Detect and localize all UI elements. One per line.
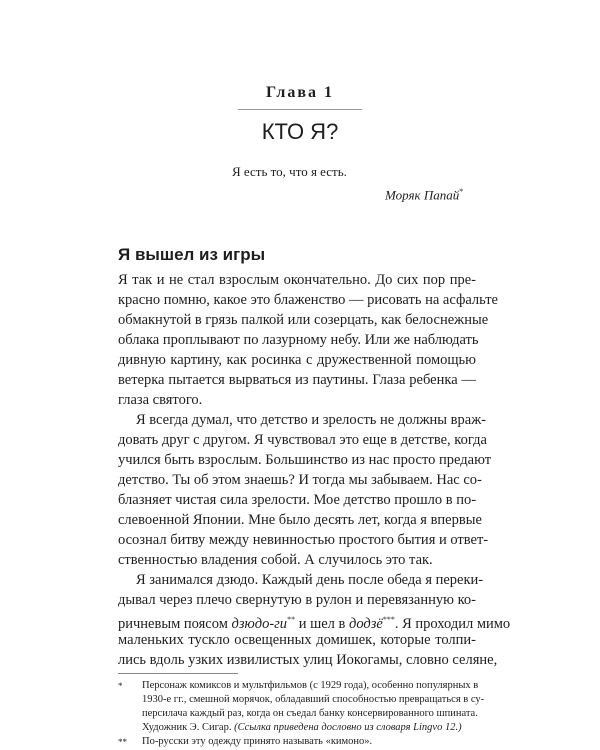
footnote-line: По-русски эту одежду принято называть «кимоно». [142, 736, 373, 747]
body-line: осознал битву между невинностью простого бытия и ответ- [118, 532, 489, 548]
footnote-marker: ** [118, 737, 127, 747]
footnote-ref: * [459, 187, 464, 196]
body-line: детство. Ты об этом знаешь? И тогда мы забываем. Нас со- [118, 472, 482, 488]
body-line-with-refs [118, 610, 511, 632]
body-line: маленьких тускло освещенных домишек, которые толпи- [118, 632, 476, 648]
body-line: Я так и не стал взрослым окончательно. До сих пор пре- [118, 272, 476, 288]
body-line: обмакнутой в грязь палкой или созерцать, как белоснежные [118, 312, 489, 328]
footnote-ref: ** [287, 615, 296, 624]
term-dojo: додзё [349, 615, 383, 632]
text-run: ричневым поясом [118, 615, 232, 632]
section-heading: Я вышел из игры [118, 245, 266, 264]
body-line: блазняет чистая сила зрелости. Мое детство прошло в по- [118, 492, 477, 508]
footnote-ref: *** [382, 615, 395, 624]
body-line: Я занимался дзюдо. Каждый день после обеда я переки- [136, 572, 484, 588]
body-line: лись вдоль узких извилистых улиц Иокогамы, словно селяне, [118, 652, 498, 668]
body-line: красно помню, какое это блаженство — рисовать на асфальте [118, 292, 498, 308]
body-line: учился быть взрослым. Большинство из нас просто предают [118, 452, 492, 468]
body-line: Я всегда думал, что детство и зрелость не должны враж- [136, 412, 487, 428]
body-line: ветерка пытается вырваться из паутины. Глаза ребенка — [118, 372, 476, 388]
term-judogi: дзюдо-ги [231, 615, 288, 632]
body-line: ственностью владения собой. А случилось это так. [118, 552, 433, 568]
body-line: дывал через плечо свернутую в рулон и перевязанную ко- [118, 592, 476, 608]
footnote-divider [118, 673, 238, 674]
text-run: Художник Э. Сигар. [142, 722, 235, 733]
body-line: слевоенной Японии. Мне было десять лет, когда я впервые [118, 512, 482, 528]
chapter-divider [238, 109, 362, 110]
body-line: глаза святого. [118, 392, 203, 408]
chapter-title: КТО Я? [261, 119, 339, 144]
footnote-line [142, 721, 476, 735]
epigraph-author-name: Моряк Папай [385, 187, 460, 203]
body-line: облака проплывают по лазурному небу. Или же наблюдать [118, 332, 479, 348]
body-line: дивную картину, как росинка с дружественной помощью [118, 352, 476, 368]
footnote-line: персилача каждый раз, когда он съедал банку консервированного шпината. [142, 708, 478, 719]
footnote-source: (Ссылка приведена дословно из словаря Lingvo 12.) [234, 722, 462, 733]
footnote-marker: * [118, 681, 123, 691]
epigraph-quote: Я есть то, что я есть. [232, 164, 347, 179]
epigraph-author [385, 187, 463, 203]
text-run: и шел в [295, 615, 350, 632]
body-line: довать друг с другом. Я чувствовал это еще в детстве, когда [118, 432, 487, 448]
footnote-line: Персонаж комиксов и мультфильмов (с 1929 года), особенно популярных в [142, 680, 479, 691]
footnote-line: 1930-е гг., смешной морячок, обладавший способностью превращаться в су- [142, 694, 485, 705]
text-run: . Я проходил мимо [394, 615, 511, 632]
chapter-label: Глава 1 [266, 84, 334, 101]
